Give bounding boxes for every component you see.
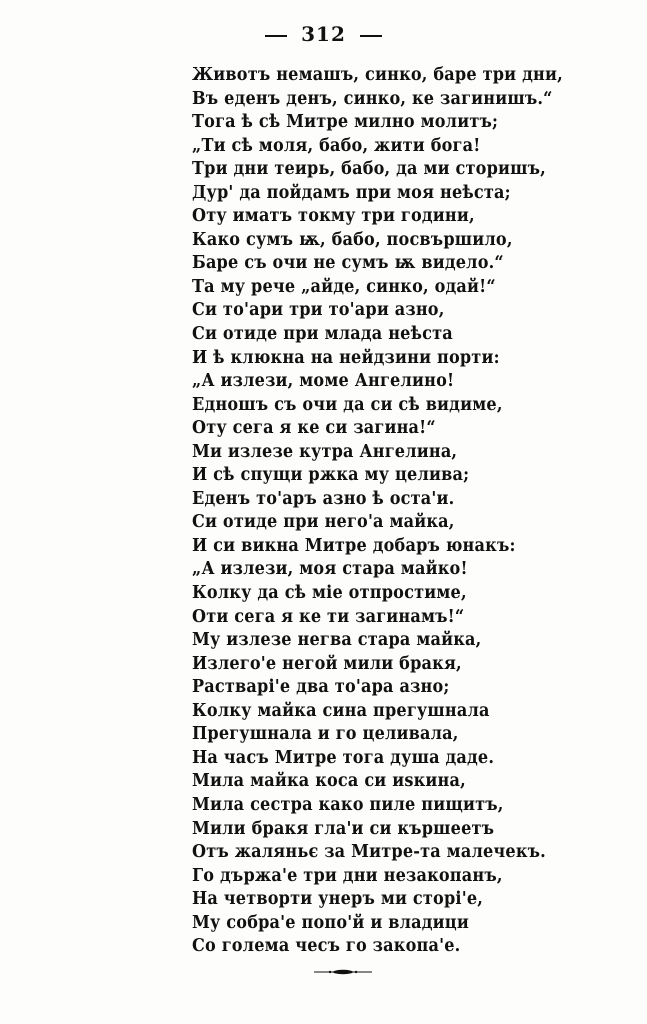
- poem-line: „А излези, моя стара майко!: [192, 559, 468, 580]
- poem-line: Тога ѣ сѣ Митре милно молитъ;: [192, 112, 499, 133]
- poem-line: Едношъ съ очи да си сѣ видиме,: [192, 394, 503, 415]
- poem-line: Дур' да пойдамъ при моя неѣста;: [192, 182, 511, 203]
- poem-line: Излего'е негой мили бракя,: [192, 653, 462, 674]
- poem-line: Си отиде при него'а майка,: [192, 512, 455, 533]
- poem-line: Оту иматъ токму три години,: [192, 206, 475, 227]
- poem-line: „Ти сѣ моля, бабо, жити бога!: [192, 135, 481, 156]
- poem-line: Мила майка коса си иѕкина,: [192, 771, 466, 792]
- poem-line: На четворти унеръ ми сторі'е,: [192, 889, 484, 910]
- poem-line: Животъ немашъ, синко, баре три дни,: [192, 65, 563, 85]
- poem-line: И ѣ клюкна на нейдзини порти:: [192, 347, 500, 368]
- poem-line: Ми излезе кутра Ангелина,: [192, 441, 458, 462]
- poem-line: Раствapi'e два то'ара азно;: [192, 677, 450, 698]
- page-number: 312: [301, 22, 346, 46]
- poem-line: Мила сестра како пиле пищитъ,: [192, 794, 504, 815]
- poem-line: Го държа'е три дни незакопанъ,: [192, 865, 503, 886]
- poem-line: Си то'ари три то'ари азно,: [192, 300, 445, 321]
- poem-line: Како сумъ ѭ, бабо, посвършило,: [192, 229, 513, 250]
- poem-line: Со голема чесъ го закопа'е.: [192, 936, 461, 957]
- poem-line: Отъ жаляньє за Митре-та малечекъ.: [192, 842, 546, 863]
- poem-line: Му собра'е попо'й и владици: [192, 912, 470, 933]
- header-dash-right: [360, 35, 382, 37]
- poem-line: И си викна Митре добаръ юнакъ:: [192, 535, 516, 556]
- header-dash-left: [265, 35, 287, 37]
- poem-line: Оти сега я ке ти загинамъ!“: [192, 606, 465, 627]
- poem-line: Баре съ очи не сумъ ѭ видело.“: [192, 253, 504, 274]
- poem-line: И сѣ спущи ржка му целива;: [192, 465, 470, 486]
- poem-line: Та му рече „айде, синко, одай!“: [192, 276, 496, 297]
- poem-line: Еденъ то'аръ азно ѣ оста'и.: [192, 488, 455, 509]
- poem-line: На часъ Митре тога душа даде.: [192, 747, 495, 768]
- poem-line: Колку майка сина прегушнала: [192, 700, 490, 721]
- poem-line: Оту сега я ке си загина!“: [192, 418, 436, 439]
- poem-line: Три дни теирь, бабо, да ми сторишъ,: [192, 159, 546, 180]
- tailpiece-ornament: [314, 969, 372, 975]
- poem-line: Му излезе негва стара майка,: [192, 630, 482, 651]
- poem-line: „А излези, моме Ангелино!: [192, 371, 455, 392]
- poem-line: Си отиде при млада неѣста: [192, 324, 453, 345]
- poem-line: Колку да сѣ міе отпростиме,: [192, 583, 467, 604]
- poem-text: [192, 64, 563, 959]
- poem-line: Въ еденъ денъ, синко, ке загинишъ.“: [192, 88, 553, 109]
- poem-line: Мили бракя гла'и си кършеетъ: [192, 818, 495, 839]
- page-header: [0, 22, 647, 46]
- poem-line: Прегушнала и го целивала,: [192, 724, 459, 745]
